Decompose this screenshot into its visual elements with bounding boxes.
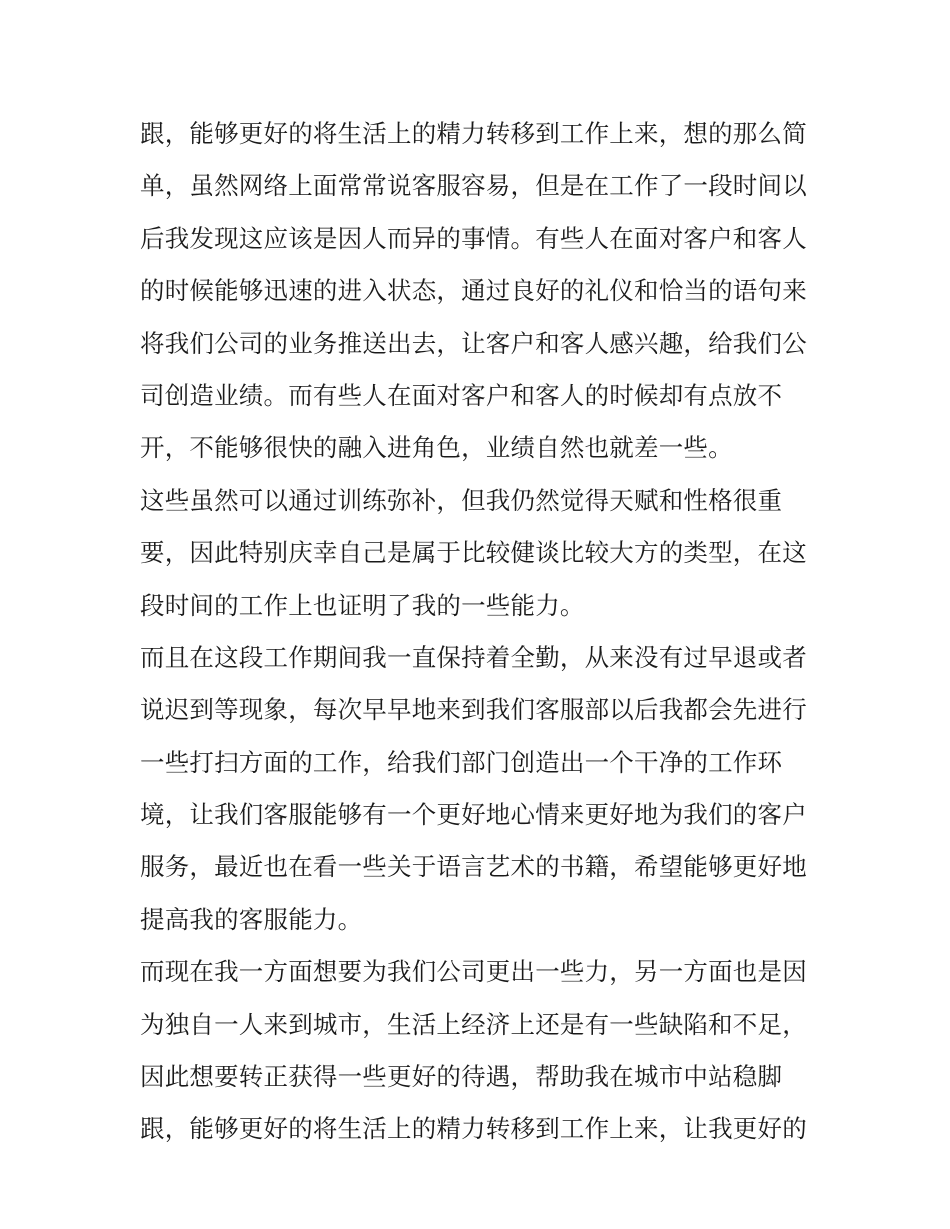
text-line: 为独自一人来到城市，生活上经济上还是有一些缺陷和不足，: [140, 1009, 807, 1039]
text-line: 而现在我一方面想要为我们公司更出一些力，另一方面也是因: [140, 957, 807, 987]
text-line: 开，不能够很快的融入进角色，业绩自然也就差一些。: [140, 433, 733, 463]
text-line: 这些虽然可以通过训练弥补，但我仍然觉得天赋和性格很重: [140, 485, 783, 515]
text-line: 跟，能够更好的将生活上的精力转移到工作上来，想的那么简: [140, 119, 807, 148]
text-line: 单，虽然网络上面常常说客服容易，但是在工作了一段时间以: [140, 171, 807, 201]
text-line: 将我们公司的业务推送出去，让客户和客人感兴趣，给我们公: [140, 328, 807, 358]
body-text: [140, 108, 820, 1156]
text-line: 后我发现这应该是因人而异的事情。有些人在面对客户和客人: [140, 223, 807, 253]
text-line: 段时间的工作上也证明了我的一些能力。: [140, 590, 585, 620]
text-line: 要，因此特别庆幸自己是属于比较健谈比较大方的类型，在这: [140, 538, 807, 568]
text-line: 一些打扫方面的工作，给我们部门创造出一个干净的工作环: [140, 747, 783, 777]
text-line: 境，让我们客服能够有一个更好地心情来更好地为我们的客户: [140, 800, 807, 830]
text-line: 跟，能够更好的将生活上的精力转移到工作上来，让我更好的: [140, 1114, 807, 1144]
text-line: 服务，最近也在看一些关于语言艺术的书籍，希望能够更好地: [140, 852, 807, 882]
text-line: 而且在这段工作期间我一直保持着全勤，从来没有过早退或者: [140, 642, 807, 672]
text-line: 提高我的客服能力。: [140, 904, 363, 934]
text-line: 司创造业绩。而有些人在面对客户和客人的时候却有点放不: [140, 380, 783, 410]
text-line: 的时候能够迅速的进入状态，通过良好的礼仪和恰当的语句来: [140, 276, 807, 306]
text-line: 说迟到等现象，每次早早地来到我们客服部以后我都会先进行: [140, 695, 807, 725]
text-line: 因此想要转正获得一些更好的待遇，帮助我在城市中站稳脚: [140, 1062, 783, 1092]
